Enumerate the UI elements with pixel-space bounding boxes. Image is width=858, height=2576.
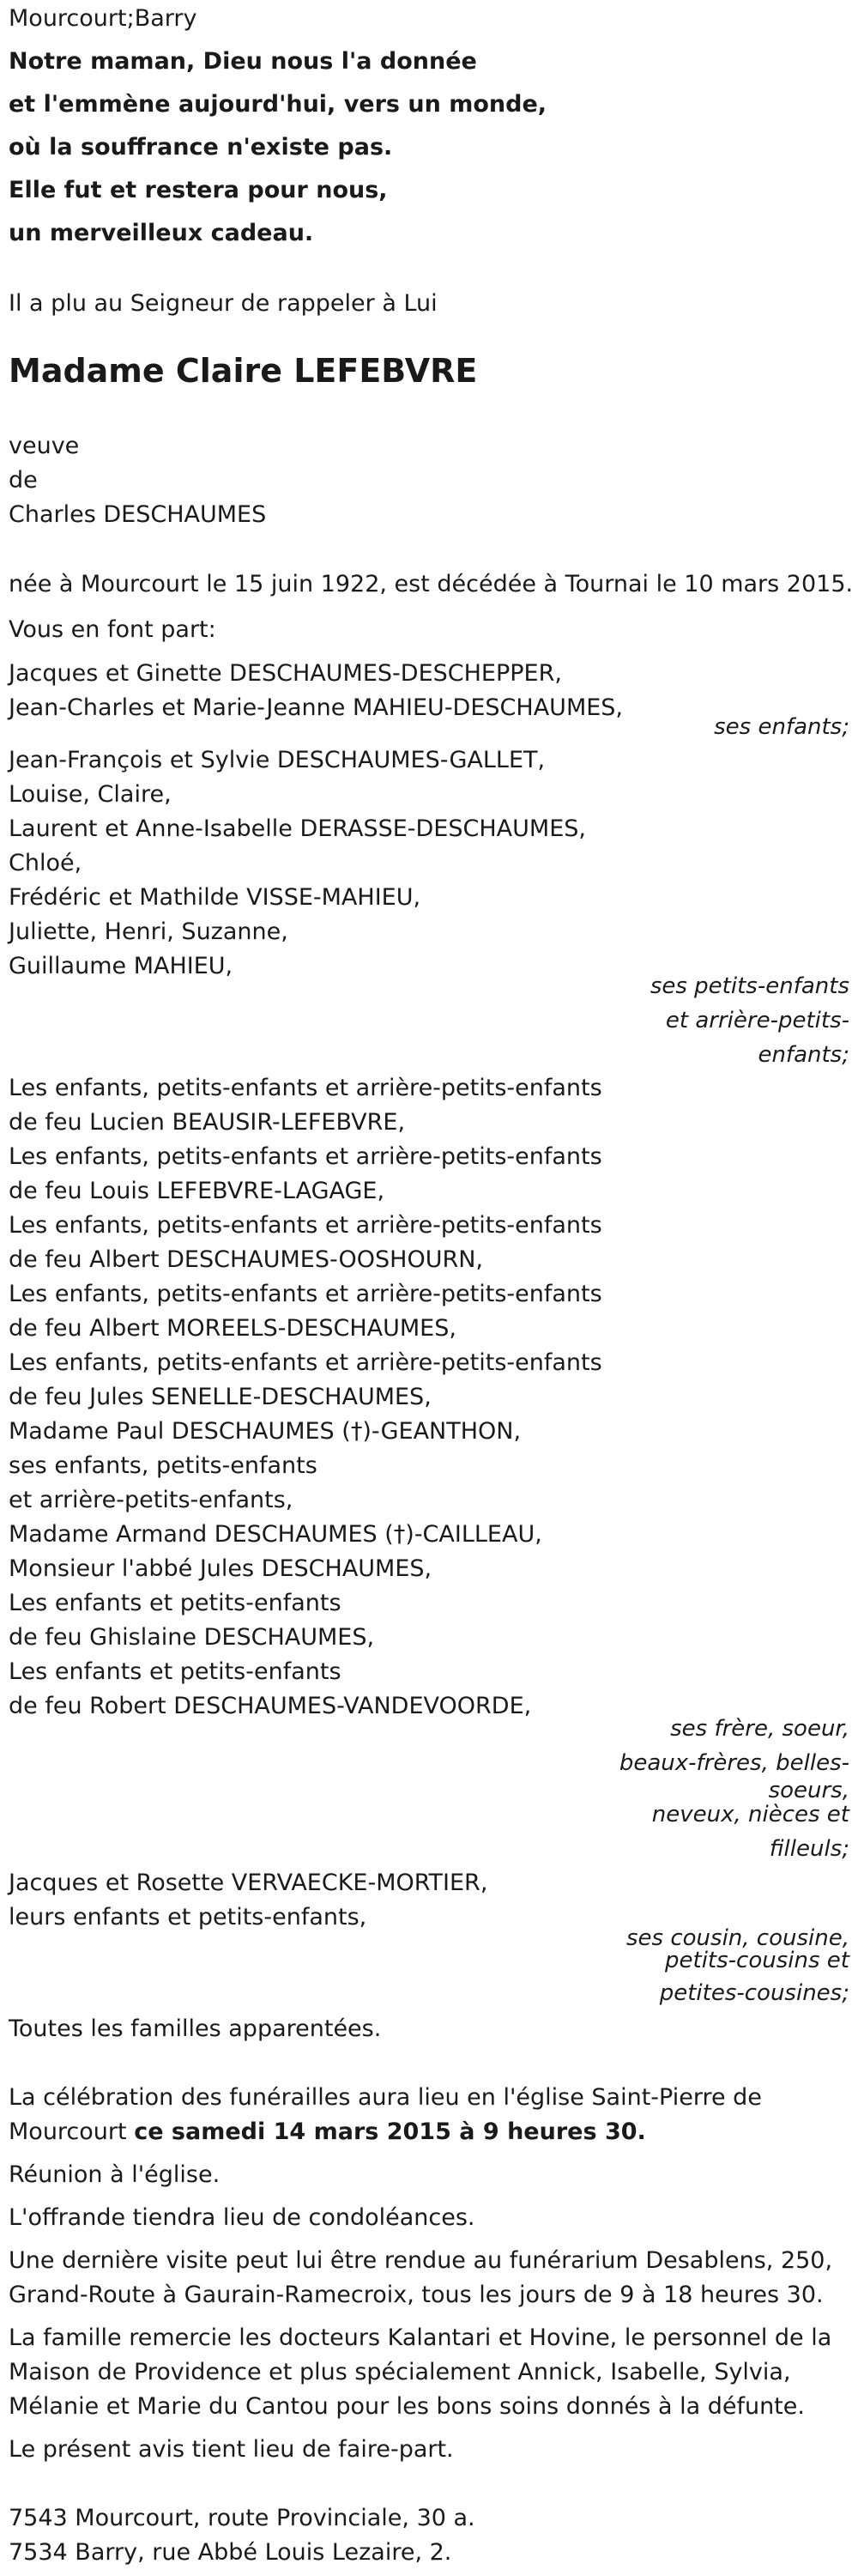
family-name-line: Les enfants, petits-enfants et arrière-petits-enfants <box>9 1143 602 1170</box>
family-name-line: Madame Armand DESCHAUMES (†)-CAILLEAU, <box>9 1521 542 1548</box>
family-name-line: de feu Robert DESCHAUMES-VANDEVOORDE, <box>9 1693 532 1719</box>
family-name-line: Les enfants et petits-enfants <box>9 1658 341 1685</box>
families-text: Toutes les familles apparentées. <box>9 2015 382 2042</box>
address-line: 7534 Barry, rue Abbé Louis Lezaire, 2. <box>9 2539 452 2566</box>
note-line: L'offrande tiendra lieu de condoléances. <box>9 2204 475 2231</box>
poem-line: où la souffrance n'existe pas. <box>9 134 393 161</box>
family-name-line: Frédéric et Mathilde VISSE-MAHIEU, <box>9 884 421 911</box>
relation-label: filleuls; <box>769 1836 849 1862</box>
relation-label: soeurs, <box>768 1778 849 1803</box>
family-name-line: Jacques et Rosette VERVAECKE-MORTIER, <box>9 1870 488 1896</box>
deceased-spouse: Charles DESCHAUMES <box>9 501 267 528</box>
birth-death-text: née à Mourcourt le 15 juin 1922, est décédée à Tournai le 10 mars 2015. <box>9 571 854 597</box>
closing-text: Le présent avis tient lieu de faire-part. <box>9 2436 454 2463</box>
family-name-line: de feu Albert MOREELS-DESCHAUMES, <box>9 1315 456 1342</box>
family-name-line: de feu Louis LEFEBVRE-LAGAGE, <box>9 1178 385 1204</box>
relation-label: ses cousin, cousine, <box>626 1925 849 1951</box>
family-name-line: Madame Paul DESCHAUMES (†)-GEANTHON, <box>9 1418 522 1445</box>
poem-line: Notre maman, Dieu nous l'a donnée <box>9 48 477 75</box>
funeral-date-line <box>9 2115 646 2149</box>
family-name-line: Monsieur l'abbé Jules DESCHAUMES, <box>9 1555 432 1582</box>
family-name-line: Jean-François et Sylvie DESCHAUMES-GALLET, <box>9 747 546 773</box>
funeral-place: Mourcourt <box>9 2118 135 2145</box>
relation-label: ses frère, soeur, <box>670 1716 849 1742</box>
relation-label: enfants; <box>758 1042 849 1068</box>
family-name-line: ses enfants, petits-enfants <box>9 1452 317 1479</box>
relation-label: petites-cousines; <box>659 1980 849 2006</box>
poem-line: un merveilleux cadeau. <box>9 220 314 246</box>
family-name-line: de feu Lucien BEAUSIR-LEFEBVRE, <box>9 1109 406 1136</box>
relation-label: et arrière-petits- <box>665 1008 849 1033</box>
family-name-line: Les enfants et petits-enfants <box>9 1590 341 1616</box>
family-name-line: Juliette, Henri, Suzanne, <box>9 918 288 945</box>
family-name-line: Chloé, <box>9 850 82 876</box>
family-name-line: et arrière-petits-enfants, <box>9 1487 293 1513</box>
thanks-line: La famille remercie les docteurs Kalantari et Hovine, le personnel de la <box>9 2324 832 2351</box>
deceased-name: Madame Claire LEFEBVRE <box>9 352 478 390</box>
family-name-line: Les enfants, petits-enfants et arrière-petits-enfants <box>9 1075 602 1101</box>
relation-label: beaux-frères, belles- <box>619 1750 849 1776</box>
family-name-line: Jacques et Ginette DESCHAUMES-DESCHEPPER, <box>9 660 562 687</box>
family-name-line: de feu Ghislaine DESCHAUMES, <box>9 1624 375 1651</box>
deceased-of: de <box>9 467 38 494</box>
family-name-line: leurs enfants et petits-enfants, <box>9 1904 367 1930</box>
family-name-line: Laurent et Anne-Isabelle DERASSE-DESCHAUMES, <box>9 815 586 842</box>
visit-line: Une dernière visite peut lui être rendue au funérarium Desablens, 250, <box>9 2247 833 2274</box>
locality-header: Mourcourt;Barry <box>9 5 197 32</box>
family-name-line: Les enfants, petits-enfants et arrière-petits-enfants <box>9 1349 602 1376</box>
thanks-line: Maison de Providence et plus spécialement Annick, Isabelle, Sylvia, <box>9 2359 791 2385</box>
family-name-line: Jean-Charles et Marie-Jeanne MAHIEU-DESCHAUMES, <box>9 694 624 721</box>
family-name-line: de feu Albert DESCHAUMES-OOSHOURN, <box>9 1246 483 1273</box>
deceased-status: veuve <box>9 433 80 459</box>
family-name-line: de feu Jules SENELLE-DESCHAUMES, <box>9 1384 432 1410</box>
note-line: Réunion à l'église. <box>9 2161 221 2188</box>
relation-label: ses petits-enfants <box>650 973 849 999</box>
announce-text: Vous en font part: <box>9 616 216 643</box>
relation-label: ses enfants; <box>714 714 849 740</box>
visit-line: Grand-Route à Gaurain-Ramecroix, tous les jours de 9 à 18 heures 30. <box>9 2282 824 2308</box>
poem-line: et l'emmène aujourd'hui, vers un monde, <box>9 91 547 118</box>
intro-text: Il a plu au Seigneur de rappeler à Lui <box>9 290 438 317</box>
family-name-line: Les enfants, petits-enfants et arrière-petits-enfants <box>9 1212 602 1239</box>
family-name-line: Louise, Claire, <box>9 781 172 808</box>
thanks-line: Mélanie et Marie du Cantou pour les bons soins donnés à la défunte. <box>9 2393 805 2420</box>
family-name-line: Les enfants, petits-enfants et arrière-petits-enfants <box>9 1281 602 1307</box>
family-name-line: Guillaume MAHIEU, <box>9 953 233 979</box>
relation-label: petits-cousins et <box>665 1948 849 1973</box>
address-line: 7543 Mourcourt, route Provinciale, 30 a. <box>9 2505 475 2531</box>
poem-line: Elle fut et restera pour nous, <box>9 177 388 203</box>
relation-label: neveux, nièces et <box>651 1802 849 1827</box>
funeral-text: La célébration des funérailles aura lieu en l'église Saint-Pierre de <box>9 2084 762 2111</box>
funeral-date: ce samedi 14 mars 2015 à 9 heures 30. <box>134 2118 646 2145</box>
